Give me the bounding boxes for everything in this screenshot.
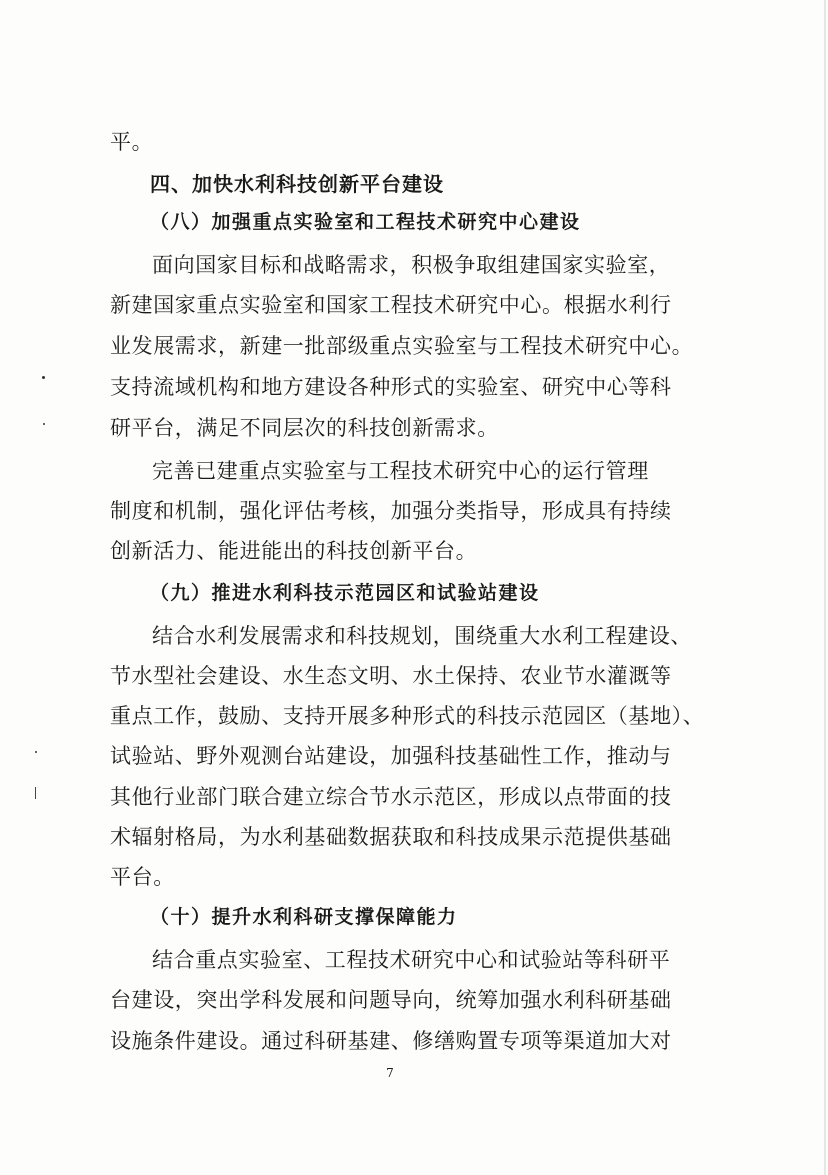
body-text-line: 节水型社会建设、水生态文明、水土保持、农业节水灌溉等 (110, 664, 672, 688)
body-text-line: 结合重点实验室、工程技术研究中心和试验站等科研平 (152, 948, 671, 972)
scan-speck (43, 423, 45, 425)
body-text-line: 试验站、野外观测台站建设，加强科技基础性工作，推动与 (110, 744, 672, 768)
body-text-line: 支持流域机构和地方建设各种形式的实验室、研究中心等科 (110, 375, 672, 399)
body-text-line: 研平台，满足不同层次的科技创新需求。 (110, 416, 499, 440)
body-text-line: 面向国家目标和战略需求，积极争取组建国家实验室， (152, 253, 671, 277)
body-text-line: 制度和机制，强化评估考核，加强分类指导，形成具有持续 (110, 499, 672, 523)
scan-mark (35, 787, 36, 799)
body-text-line: 新建国家重点实验室和国家工程技术研究中心。根据水利行 (110, 293, 672, 317)
subsection-heading: （九）推进水利科技示范园区和试验站建设 (150, 582, 540, 604)
scan-speck (42, 376, 45, 379)
body-text-line: 完善已建重点实验室与工程技术研究中心的运行管理 (152, 459, 649, 483)
body-text-line: 台建设，突出学科发展和问题导向，统筹加强水利科研基础 (110, 988, 672, 1012)
section-heading: 四、加快水利科技创新平台建设 (150, 172, 444, 196)
body-text-line: 平。 (110, 130, 154, 154)
subsection-heading: （八）加强重点实验室和工程技术研究中心建设 (150, 211, 581, 233)
scan-speck (35, 751, 37, 753)
subsection-heading: （十）提升水利科研支撑保障能力 (150, 906, 458, 928)
body-text-line: 结合水利发展需求和科技规划，围绕重大水利工程建设、 (152, 624, 692, 648)
body-text-line: 业发展需求，新建一批部级重点实验室与工程技术研究中心。 (110, 334, 694, 358)
body-text-line: 创新活力、能进能出的科技创新平台。 (110, 539, 478, 563)
scan-edge (824, 0, 826, 1175)
body-text-line: 术辐射格局，为水利基础数据获取和科技成果示范提供基础 (110, 825, 672, 849)
body-text-line: 平台。 (110, 865, 175, 889)
body-text-line: 设施条件建设。通过科研基建、修缮购置专项等渠道加大对 (110, 1029, 672, 1053)
page-number: 7 (386, 1066, 394, 1080)
body-text-line: 重点工作，鼓励、支持开展多种形式的科技示范园区（基地）、 (110, 704, 705, 728)
body-text-line: 其他行业部门联合建立综合节水示范区，形成以点带面的技 (110, 785, 672, 809)
